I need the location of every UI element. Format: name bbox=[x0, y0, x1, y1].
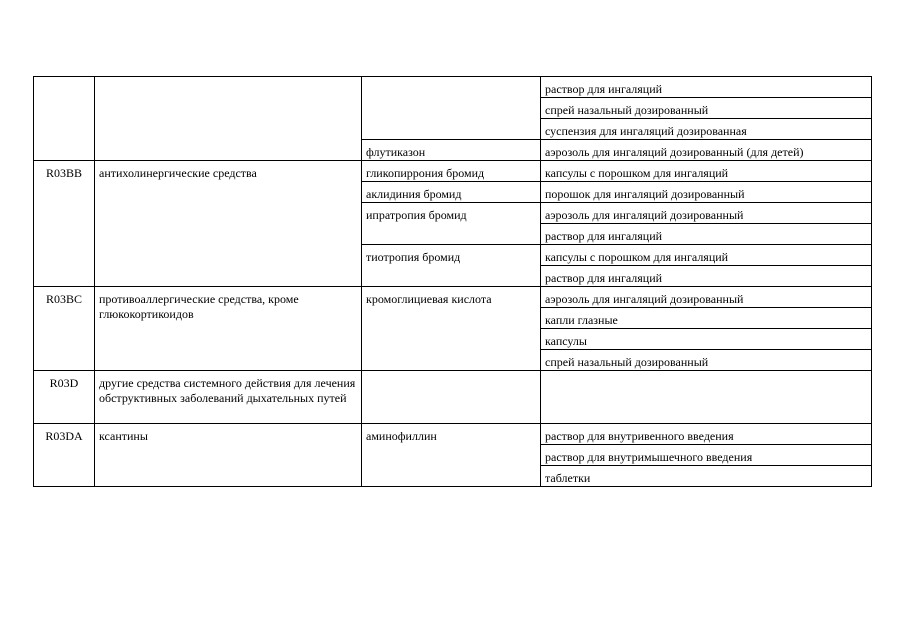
substance-cell: ипратропия бромид bbox=[362, 203, 541, 245]
table-row bbox=[34, 77, 872, 98]
substance-cell: флутиказон bbox=[362, 140, 541, 161]
dosage-form-cell: аэрозоль для ингаляций дозированный bbox=[541, 287, 872, 308]
group-cell: противоаллергические средства, кроме глюкокортикоидов bbox=[95, 287, 362, 371]
substance-cell: гликопиррония бромид bbox=[362, 161, 541, 182]
dosage-form-cell: аэрозоль для ингаляций дозированный (для детей) bbox=[541, 140, 872, 161]
group-cell: ксантины bbox=[95, 424, 362, 487]
atc-code-cell: R03DA bbox=[34, 424, 95, 487]
dosage-form-cell: капсулы с порошком для ингаляций bbox=[541, 161, 872, 182]
dosage-form-cell: аэрозоль для ингаляций дозированный bbox=[541, 203, 872, 224]
substance-cell: аклидиния бромид bbox=[362, 182, 541, 203]
substance-cell: кромоглициевая кислота bbox=[362, 287, 541, 371]
substance-cell bbox=[362, 77, 541, 140]
dosage-form-cell: капсулы bbox=[541, 329, 872, 350]
dosage-form-cell: раствор для ингаляций bbox=[541, 77, 872, 98]
dosage-form-cell: суспензия для ингаляций дозированная bbox=[541, 119, 872, 140]
dosage-form-cell: спрей назальный дозированный bbox=[541, 98, 872, 119]
group-cell: другие средства системного действия для лечения обструктивных заболеваний дыхательных путей bbox=[95, 371, 362, 424]
atc-code-cell bbox=[34, 77, 95, 161]
dosage-form-cell: порошок для ингаляций дозированный bbox=[541, 182, 872, 203]
atc-code-cell: R03D bbox=[34, 371, 95, 424]
dosage-form-cell: раствор для внутримышечного введения bbox=[541, 445, 872, 466]
dosage-form-cell: капли глазные bbox=[541, 308, 872, 329]
dosage-form-cell: капсулы с порошком для ингаляций bbox=[541, 245, 872, 266]
substance-cell bbox=[362, 371, 541, 424]
table-row bbox=[34, 424, 872, 445]
dosage-form-cell: раствор для ингаляций bbox=[541, 224, 872, 245]
dosage-form-cell bbox=[541, 371, 872, 424]
table-row bbox=[34, 371, 872, 424]
group-cell bbox=[95, 77, 362, 161]
atc-code-cell: R03BB bbox=[34, 161, 95, 287]
table-row bbox=[34, 161, 872, 182]
drug-table bbox=[33, 76, 872, 487]
atc-code-cell: R03BC bbox=[34, 287, 95, 371]
substance-cell: тиотропия бромид bbox=[362, 245, 541, 287]
substance-cell: аминофиллин bbox=[362, 424, 541, 487]
dosage-form-cell: спрей назальный дозированный bbox=[541, 350, 872, 371]
dosage-form-cell: раствор для внутривенного введения bbox=[541, 424, 872, 445]
dosage-form-cell: таблетки bbox=[541, 466, 872, 487]
table-row bbox=[34, 287, 872, 308]
group-cell: антихолинергические средства bbox=[95, 161, 362, 287]
dosage-form-cell: раствор для ингаляций bbox=[541, 266, 872, 287]
